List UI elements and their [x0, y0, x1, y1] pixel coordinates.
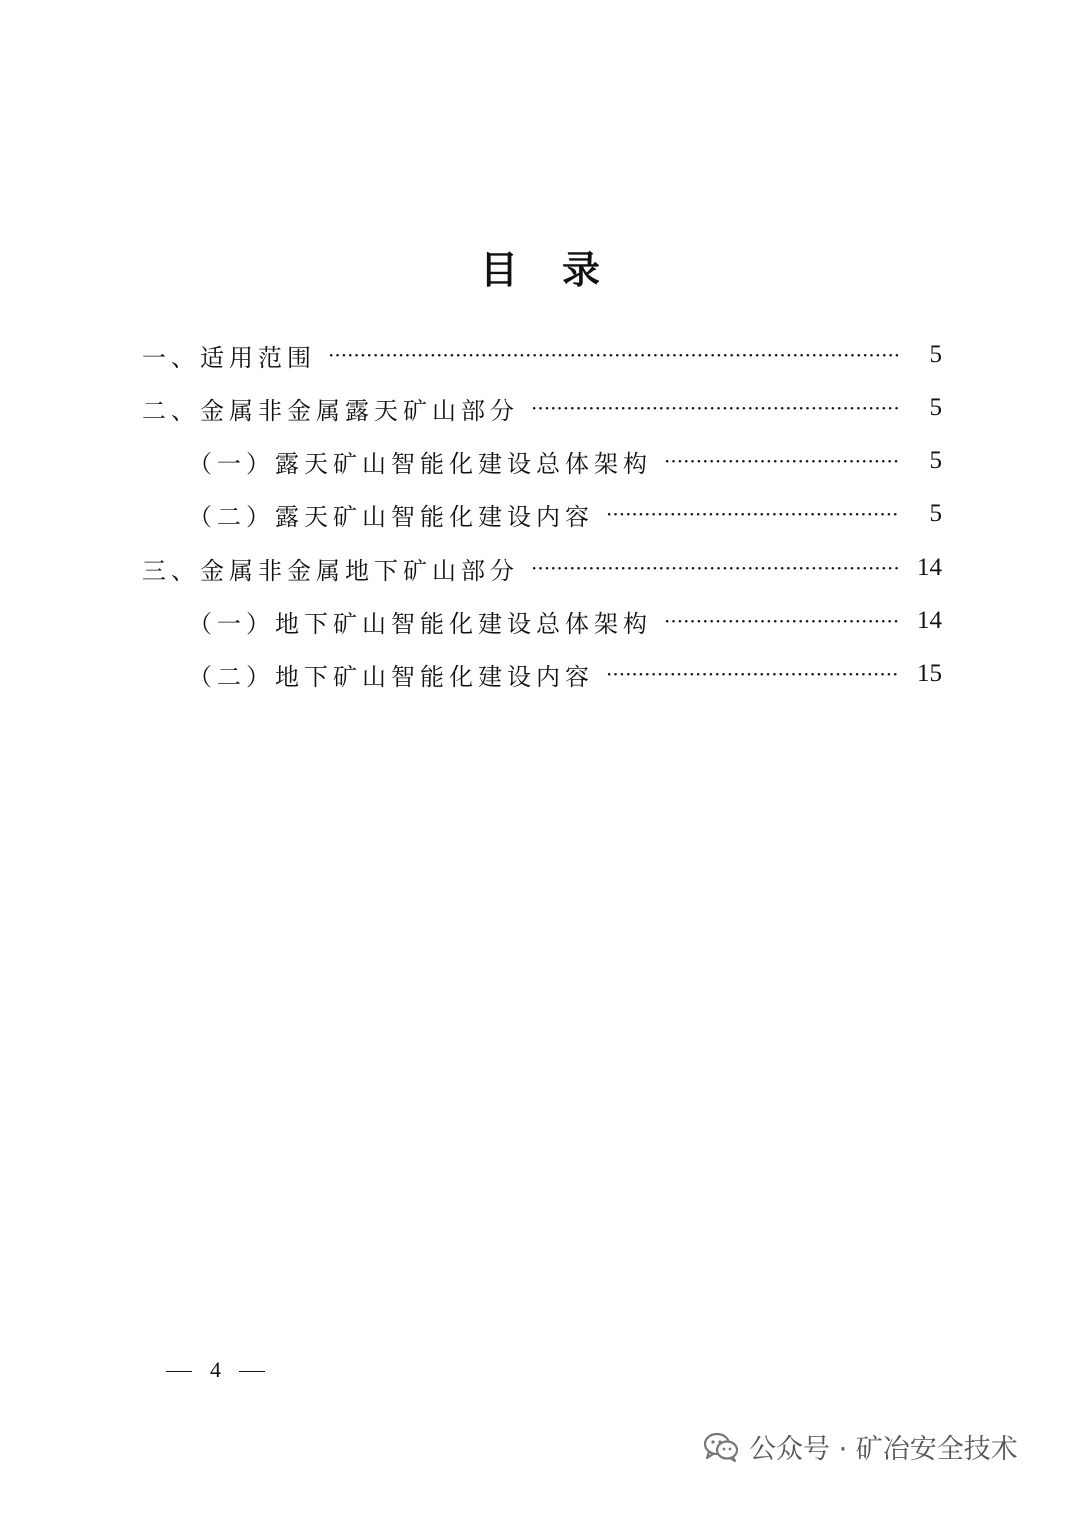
- footer-dash-left: [166, 1371, 192, 1372]
- toc-entry-1[interactable]: [142, 335, 942, 375]
- toc-entry-page: 5: [929, 341, 942, 368]
- toc-entry-7[interactable]: [188, 654, 942, 694]
- toc-entry-5[interactable]: [142, 548, 942, 588]
- watermark-text: 公众号 · 矿冶安全技术: [749, 1434, 1018, 1465]
- toc-entry-label: 二、金属非金属露天矿山部分: [142, 396, 519, 425]
- toc-entry-page: 15: [917, 660, 942, 687]
- toc-entry-label: 一、适用范围: [142, 343, 316, 372]
- toc-dot-leader: [606, 502, 898, 526]
- toc-entry-page: 5: [929, 394, 942, 421]
- toc-entry-page: 14: [917, 554, 942, 581]
- toc-entry-page: 14: [917, 607, 942, 634]
- toc-dot-leader: [328, 343, 898, 367]
- toc-entry-label: 三、金属非金属地下矿山部分: [142, 556, 519, 585]
- toc-entry-2[interactable]: [142, 388, 942, 428]
- toc-dot-leader: [531, 556, 898, 580]
- page-title-right: 录: [562, 247, 601, 292]
- toc-entry-label: （一）露天矿山智能化建设总体架构: [188, 449, 652, 478]
- toc-entry-3[interactable]: [188, 441, 942, 481]
- toc-entry-label: （二）地下矿山智能化建设内容: [188, 662, 594, 691]
- toc-entry-4[interactable]: [188, 494, 942, 534]
- toc-dot-leader: [664, 449, 898, 473]
- wechat-icon: [703, 1432, 739, 1462]
- toc-entry-label: （二）露天矿山智能化建设内容: [188, 502, 594, 531]
- toc-dot-leader: [664, 609, 898, 633]
- footer-dash-right: [239, 1371, 265, 1372]
- toc-entry-label: （一）地下矿山智能化建设总体架构: [188, 609, 652, 638]
- footer-page-number-value: 4: [210, 1357, 221, 1382]
- footer-page-number: [166, 1357, 265, 1383]
- toc-dot-leader: [606, 662, 898, 686]
- toc-entry-6[interactable]: [188, 601, 942, 641]
- toc-dot-leader: [531, 396, 898, 420]
- watermark: [703, 1427, 1018, 1466]
- toc-entry-page: 5: [929, 500, 942, 527]
- toc-entry-page: 5: [929, 447, 942, 474]
- page-title-left: 目: [479, 247, 518, 292]
